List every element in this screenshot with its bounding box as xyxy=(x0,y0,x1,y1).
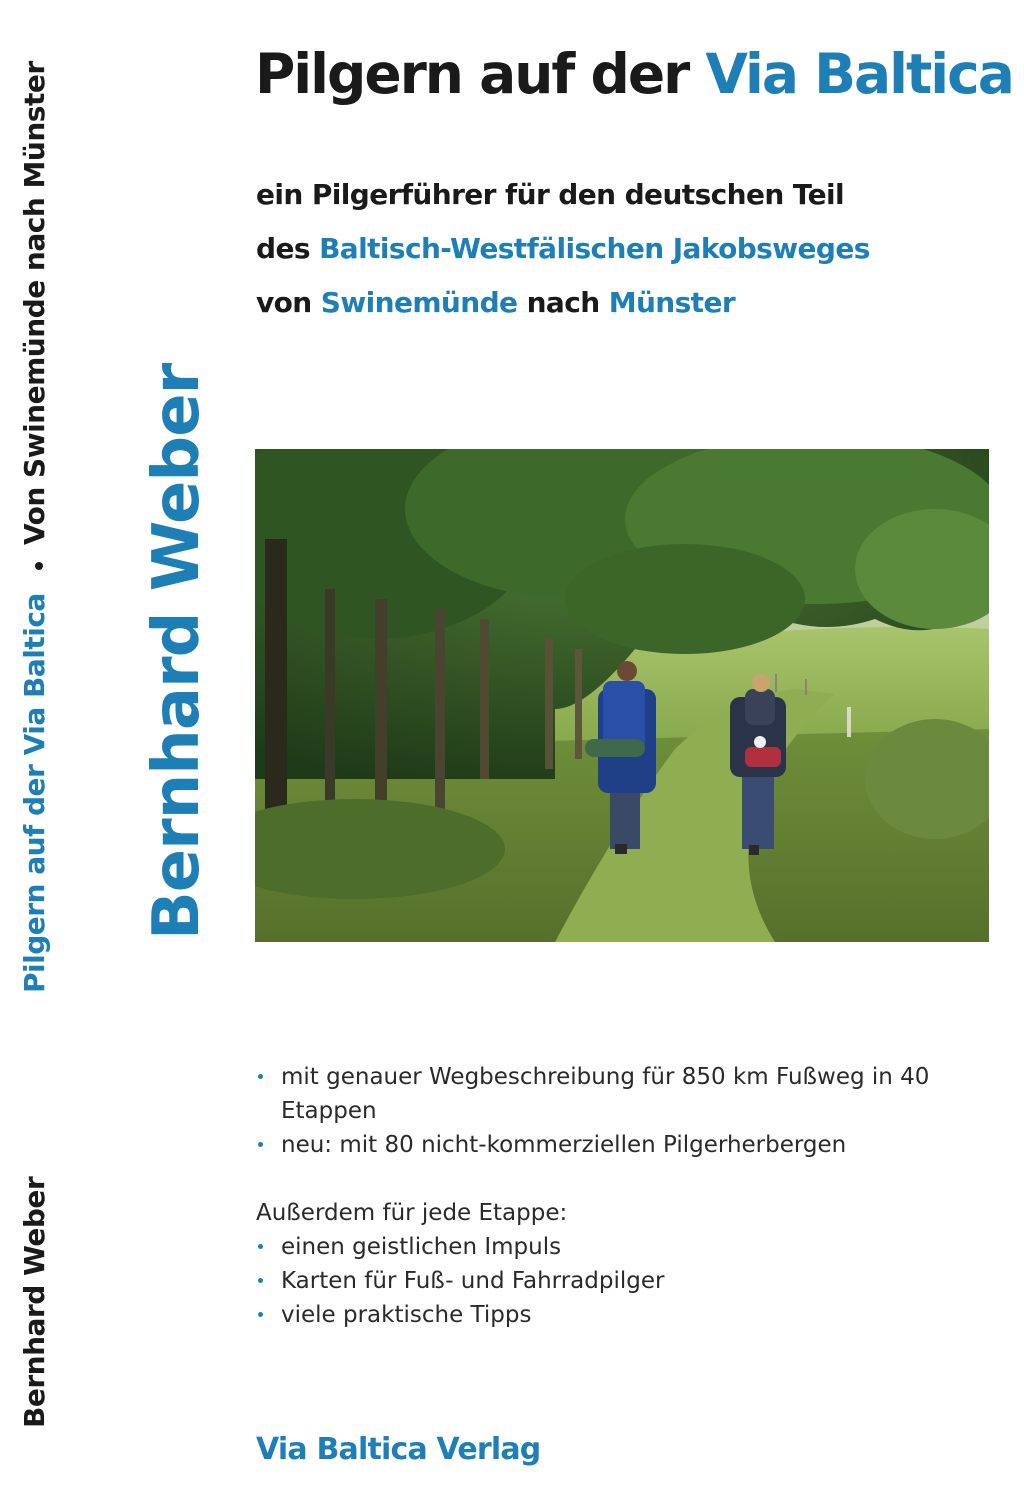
subtitle-line-3-accent-2: Münster xyxy=(608,286,736,319)
cover-photo-pilgrims xyxy=(255,449,989,942)
extras-item: viele praktische Tipps xyxy=(256,1298,956,1332)
spine-author: Bernhard Weber xyxy=(18,1176,51,1428)
subtitle-line-2 xyxy=(256,222,870,276)
title-plain: Pilgern auf der xyxy=(255,42,706,106)
cover-subtitle xyxy=(256,168,870,330)
feature-item: neu: mit 80 nicht-kommerziellen Pilgerherbergen xyxy=(256,1128,956,1162)
extras-item: Karten für Fuß- und Fahrradpilger xyxy=(256,1264,956,1298)
subtitle-line-2-accent: Baltisch-Westfälischen Jakobsweges xyxy=(319,232,870,265)
publisher-name: Via Baltica Verlag xyxy=(256,1432,541,1467)
title-accent: Via Baltica xyxy=(705,42,1013,106)
feature-list xyxy=(256,1060,956,1162)
spine-title: Pilgern auf der Via Baltica xyxy=(18,593,51,993)
feature-item: mit genauer Wegbeschreibung für 850 km Fußweg in 40 Etappen xyxy=(256,1060,956,1128)
extras-list xyxy=(256,1230,956,1332)
subtitle-line-3-plain-2: nach xyxy=(517,286,609,319)
cover-title xyxy=(255,42,1013,106)
spine-separator-dot xyxy=(35,562,43,570)
subtitle-line-3 xyxy=(256,276,870,330)
extras-item: einen geistlichen Impuls xyxy=(256,1230,956,1264)
subtitle-line-2-plain: des xyxy=(256,232,320,265)
cover-author: Bernhard Weber xyxy=(140,363,214,940)
extras-heading: Außerdem für jede Etappe: xyxy=(256,1200,568,1226)
subtitle-line-3-plain-1: von xyxy=(256,286,321,319)
subtitle-line-1: ein Pilgerführer für den deutschen Teil xyxy=(256,178,845,211)
spine-subtitle: Von Swinemünde nach Münster xyxy=(18,61,51,545)
subtitle-line-3-accent-1: Swinemünde xyxy=(320,286,518,319)
